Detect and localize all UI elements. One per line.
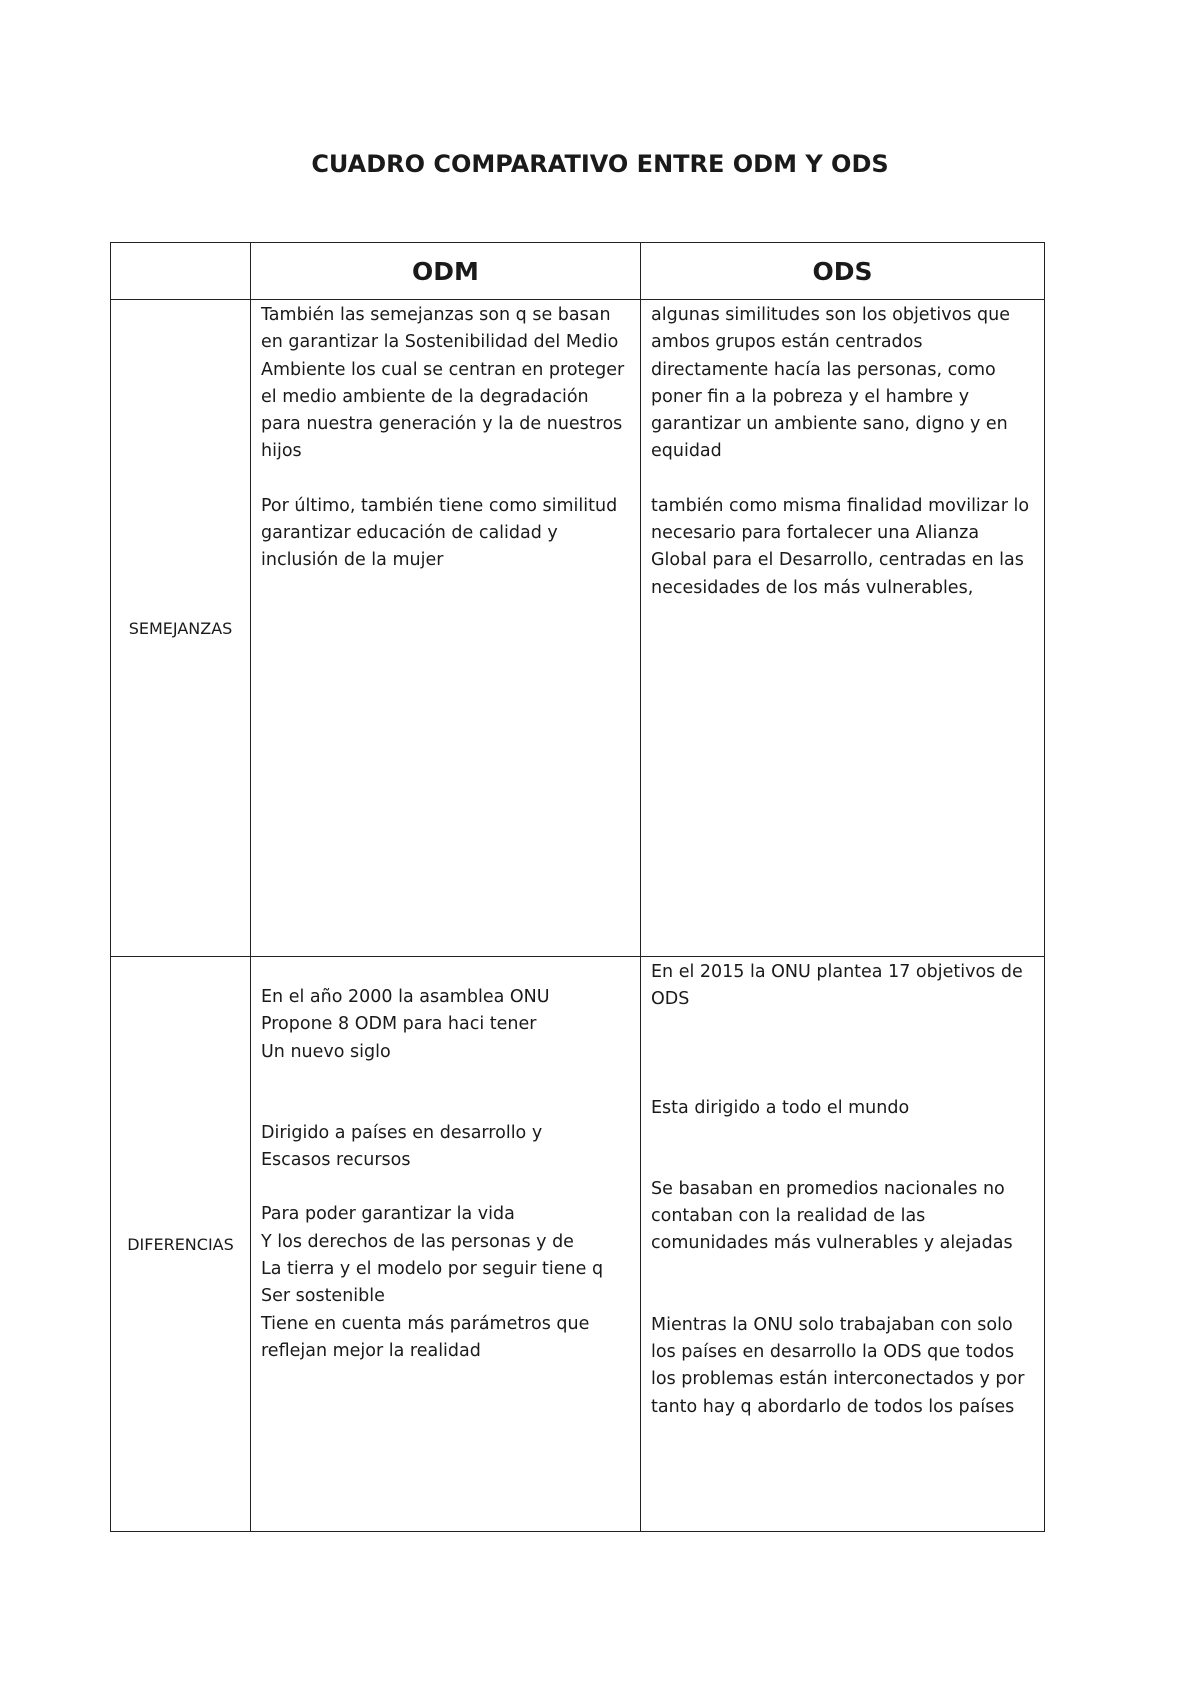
row-label-diferencias: DIFERENCIAS — [111, 957, 251, 1532]
diferencias-odm-line-2: Propone 8 ODM para haci tener — [261, 1014, 537, 1035]
diferencias-odm-cell — [251, 957, 641, 1532]
page-title: CUADRO COMPARATIVO ENTRE ODM Y ODS — [311, 150, 889, 178]
diferencias-ods-paragraph-2: Esta dirigido a todo el mundo — [651, 1097, 910, 1118]
semejanzas-ods-cell — [641, 300, 1045, 957]
diferencias-odm-line-4: Dirigido a países en desarrollo y — [261, 1122, 543, 1143]
semejanzas-odm-paragraph-2: Por último, también tiene como similitud — [261, 495, 618, 516]
semejanzas-odm-paragraph-3: garantizar educación de calidad y inclusión de la mujer — [261, 523, 558, 571]
diferencias-odm-line-1: En el año 2000 la asamblea ONU — [261, 987, 550, 1007]
comparison-table — [110, 242, 1045, 1532]
diferencias-ods-cell — [641, 957, 1045, 1532]
diferencias-odm-line-5: Escasos recursos — [261, 1150, 411, 1171]
diferencias-ods-paragraph-4: Mientras la ONU solo trabajaban con solo los países en desarrollo la ODS que todos los problemas están interconectados y por tanto hay q abordarlo de todos los países — [651, 1314, 1025, 1417]
table-row-diferencias — [111, 957, 1045, 1532]
table-header-row — [111, 243, 1045, 300]
diferencias-odm-line-9: Ser sostenible — [261, 1286, 385, 1307]
diferencias-odm-line-8: La tierra y el modelo por seguir tiene q — [261, 1259, 604, 1280]
diferencias-ods-paragraph-1: En el 2015 la ONU plantea 17 objetivos de ODS — [651, 962, 1023, 1010]
diferencias-odm-line-7: Y los derechos de las personas y de — [261, 1231, 574, 1252]
header-ods: ODS — [641, 243, 1045, 300]
semejanzas-odm-cell — [251, 300, 641, 957]
diferencias-odm-line-6: Para poder garantizar la vida — [261, 1204, 515, 1225]
header-odm: ODM — [251, 243, 641, 300]
diferencias-odm-line-10: Tiene en cuenta más parámetros que reflejan mejor la realidad — [261, 1313, 590, 1361]
semejanzas-odm-paragraph-1: También las semejanzas son q se basan en garantizar la Sostenibilidad del Medio Ambiente los cual se centran en proteger el medio ambiente de la degradación para nuestra generación y la de nuestros hijos — [261, 305, 625, 462]
semejanzas-ods-paragraph-2: también como misma finalidad movilizar lo necesario para fortalecer una Alianza Global para el Desarrollo, centradas en las necesidades de los más vulnerables, — [651, 495, 1030, 598]
diferencias-odm-line-3: Un nuevo siglo — [261, 1041, 391, 1062]
table-row-semejanzas — [111, 300, 1045, 957]
diferencias-ods-paragraph-3: Se basaban en promedios nacionales no contaban con la realidad de las comunidades más vulnerables y alejadas — [651, 1178, 1013, 1254]
row-label-semejanzas: SEMEJANZAS — [111, 300, 251, 957]
header-empty-cell — [111, 243, 251, 300]
semejanzas-ods-paragraph-1: algunas similitudes son los objetivos que ambos grupos están centrados directamente hacía las personas, como poner fin a la pobreza y el hambre y garantizar un ambiente sano, digno y en equidad — [651, 305, 1011, 462]
